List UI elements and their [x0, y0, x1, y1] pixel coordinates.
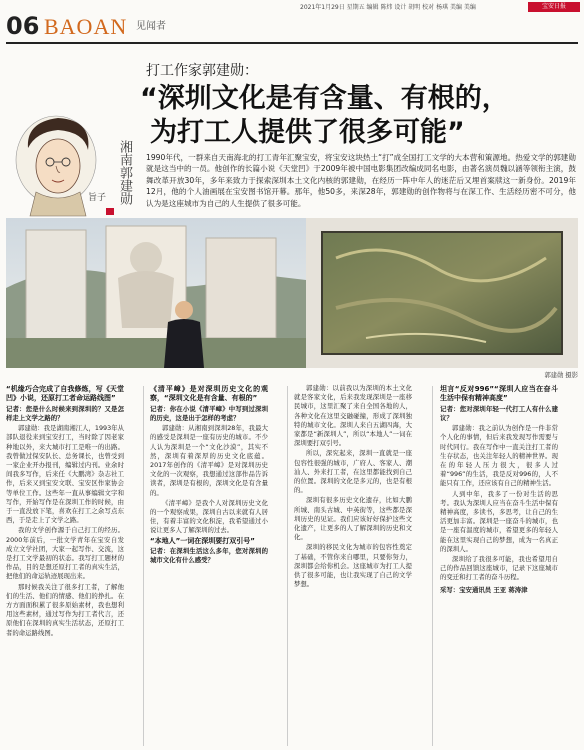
- page-meta: 2021年1月29日 星期五 编辑 陈炜 设计 胡明 校对 杨琪 美编 美编: [300, 4, 476, 11]
- kicker: 打工作家郭建勋：: [146, 63, 258, 79]
- column-subhead: 坦言“反对996”“深圳人应当在奋斗生活中保有精神高度”: [440, 385, 558, 403]
- column-subhead: 《清平嶂》是对深圳历史文化的观察，“深圳文化是有含量、有根的”: [150, 385, 268, 403]
- paragraph: 郭建勋：我之前认为创作是一件非常个人化的事情，但后来我发现写作需要与时代同行。我在写作中一直关注打工者的生存状态，也关注年轻人的精神世界。现在的年轻人压力很大，很多人过着“996”的生活，我是反对996的，人不能只有工作，还应该有自己的精神生活。: [440, 424, 558, 488]
- article-column-2: [150, 384, 268, 566]
- paragraph: 《清平嶂》是我个人对深圳历史文化的一个观察成果，深圳自古以来就有人居住，有着丰富的文化积淀，我希望通过小说让更多人了解深圳的过去。: [150, 498, 268, 535]
- paragraph: 深圳给了我很多可能，我也希望用自己的作品回馈这座城市，记录下这座城市的变迁和打工者的奋斗历程。: [440, 555, 558, 582]
- byline: 采写：宝安通讯员 王亚 蒋涛津: [440, 585, 528, 594]
- column-divider: [143, 386, 144, 746]
- column-divider: [287, 386, 288, 746]
- headline-line-2: 为打工人提供了很多可能”: [150, 117, 465, 148]
- section-name: BAOAN: [44, 14, 128, 39]
- paragraph: 深圳有很多历史文化遗存，比如大鹏所城、南头古城、中英街等，这些都是深圳历史的见证。我们应该好好保护这些文化遗产，让更多的人了解深圳的历史和文化。: [294, 496, 412, 542]
- paragraph: 所以，深究起来，深圳一直就是一座包容性很强的城市，广府人、客家人、潮汕人、外来打工者，在这里都能找到自己的位置。深圳的文化是多元的，也是有根的。: [294, 449, 412, 495]
- paragraph: 人到中年，我多了一份对生活的思考。我认为深圳人应当在奋斗生活中保有精神高度，多读书，多思考，让自己的生活更加丰富。深圳是一座奋斗的城市，也是一座有温度的城市，希望更多的年轻人能在这里实现自己的梦想，成为一名真正的深圳人。: [440, 489, 558, 553]
- page-number: 06: [6, 12, 40, 40]
- sketch-artist-signature: 旨子: [88, 193, 107, 203]
- column-subhead: “机缘巧合完成了自我修炼，写《天堂凹》小说，还原打工者命运路线图”: [6, 385, 124, 403]
- article-column-4: [440, 384, 558, 596]
- paragraph: 深圳的移民文化为城市的包容性奠定了基础，不管你来自哪里，只要你努力，深圳都会给你机会。这座城市为打工人提供了很多可能，也让我实现了自己的文学梦想。: [294, 543, 412, 589]
- question: 记者：在深圳生活这么多年，您对深圳的城市文化有什么感受？: [150, 547, 268, 565]
- column-subhead: “本地人”一词在深圳要打双引号”: [150, 536, 255, 545]
- article-column-1: [6, 384, 124, 639]
- header-rule: [6, 42, 578, 44]
- feature-photo: [6, 218, 578, 368]
- photo-caption: 郭建勋 摄影: [544, 372, 578, 379]
- question: 记者：你在小说《清平嶂》中写到过深圳的历史，这是出于怎样的考虑？: [150, 404, 268, 423]
- question: 记者：您对深圳年轻一代打工人有什么建议？: [440, 404, 558, 423]
- paragraph: 郭建勋：我是湖南湘江人，1993年从部队退役来到宝安打工，当时除了因老家种地以外，来大城市打工是唯一的出路。我曾做过保安队长、总务课长，也曾受到一家企业开办报刊，编辑过内刊。业余时间我多写作，后来任《大鹏湾》杂志社工作，后来又到宝安文联、宝安区作家协会等单位工作。这些年一直从事编辑文字和写作，开始写作是在深圳工作的时候，由于一直没放下笔，喜欢在打工之余写点东西，于是走上了文学之路。: [6, 424, 124, 525]
- article-column-3: [294, 384, 412, 590]
- brand-badge: 宝安日报: [528, 2, 580, 12]
- headline-line-1: “深圳文化是有含量、有根的，: [140, 83, 509, 114]
- paragraph: 郭建勋：从湘南到深圳28年，我最大的感受是深圳是一座有历史的城市。不少人认为深圳是一个“文化沙漠”，其实不然，深圳有着深厚的历史文化底蕴。2017年创作的《清平嶂》是对深圳历史文化的一次观察，我想通过这部作品告诉读者，深圳是有根的，深圳文化是有含量的。: [150, 424, 268, 497]
- paragraph: 郭建勋：以前我以为深圳的本土文化就是客家文化，后来我发现深圳是一座移民城市，这里汇聚了来自全国各地的人，各种文化在这里交融碰撞，形成了深圳独特的城市文化。深圳人来自五湖四海，大家都是“新深圳人”，所以“本地人”一词在深圳要打双引号。: [294, 384, 412, 448]
- sketch-signature: 湘南郭建勋: [117, 140, 132, 205]
- lead-paragraph: 1990年代，一群来自天南海北的打工青年汇聚宝安，将宝安这块热土“打”成全国打工文学的大本营和策源地。热爱文学的郭建勋就是这当中的一员。他创作的长篇小说《天堂凹》于2009年被中国电影集团改编成同名电影，由著名演员魏以涵等领衔主演，鼓舞改革开放30年，多年来致力于探索深圳本土文化内核的郭建勋，在经历一阵中年人的迷茫后又埋首案牍这一新身份。2019年12月，他的个人油画展在宝安图书馆开幕。那年，他50多，来深28年，郭建勋的创作物将与在深工作、生活经历密不可分，他认为是这座城市为自己的人生提供了很多可能。: [146, 153, 576, 208]
- column-divider: [432, 386, 433, 746]
- section-subtitle: 见闻者: [136, 21, 166, 32]
- question: 记者：您是什么时候来到深圳的？又是怎样走上文学之路的？: [6, 404, 124, 423]
- paragraph: 我的文学创作源于自己打工的经历。2000年前后，一批文学青年在宝安自发成立文学社团，大家一起写作、交流，这是打工文学最初的状态。我写打工题材的作品，目的是想还原打工者的真实生活，把他们的命运轨迹展现出来。: [6, 526, 124, 581]
- paragraph: 那时候我关注了很多打工者，了解他们的生活、他们的情感、他们的挣扎。在方方面面积累了很多原始素材，我也想利用这些素材，通过写作为打工者代言，还原他们在深圳的真实生活状态，还原打工者的命运路线图。: [6, 582, 124, 637]
